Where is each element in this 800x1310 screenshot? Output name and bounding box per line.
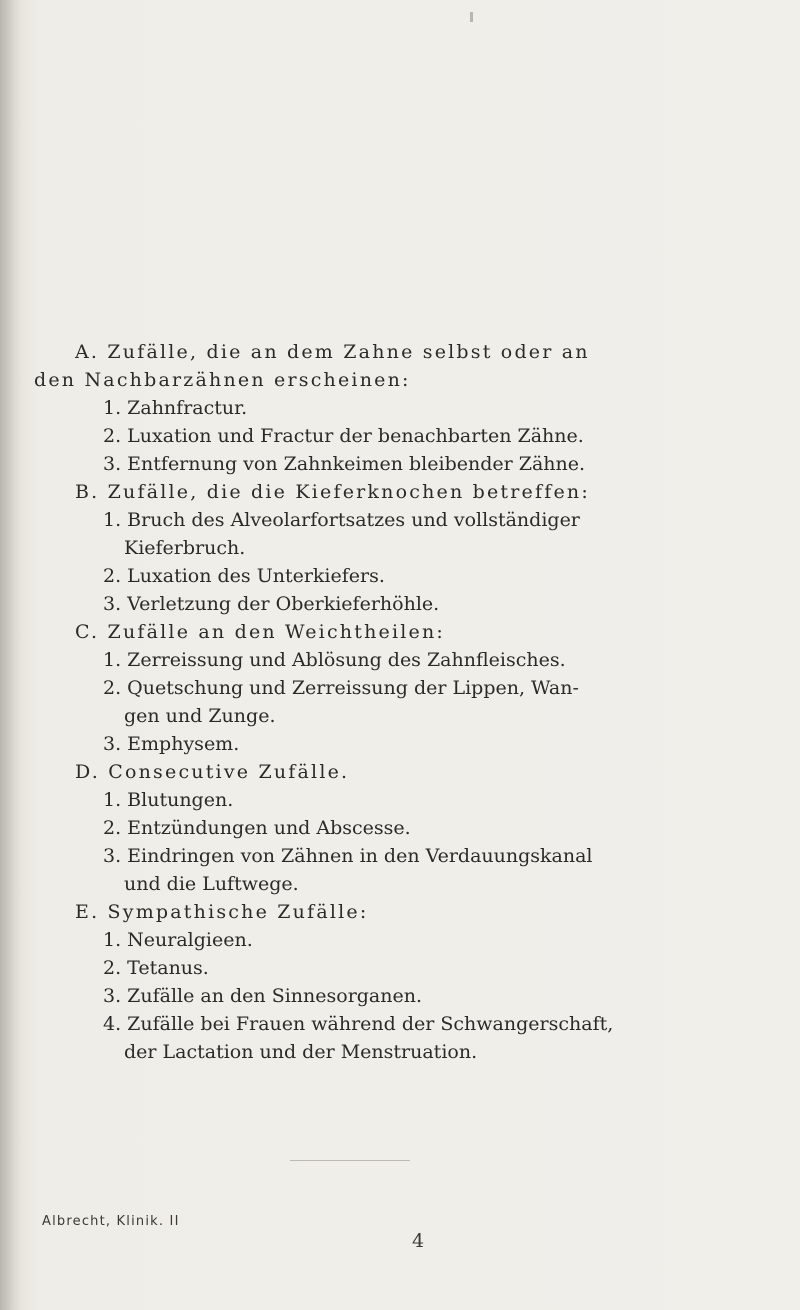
- list-item-cont: und die Luftwege.: [124, 873, 299, 895]
- signature-mark: Albrecht, Klinik. II: [42, 1214, 180, 1229]
- list-item: 2. Luxation und Fractur der benachbarten Zähne.: [103, 425, 584, 447]
- list-item: 3. Eindringen von Zähnen in den Verdauungskanal: [103, 845, 593, 867]
- list-item: 2. Luxation des Unterkiefers.: [103, 565, 385, 587]
- list-item: 3. Zufälle an den Sinnesorganen.: [103, 985, 423, 1007]
- list-item-cont: gen und Zunge.: [124, 705, 276, 727]
- list-item: 1. Neuralgieen.: [103, 929, 253, 951]
- list-item: 1. Zerreissung und Ablösung des Zahnfleisches.: [103, 649, 566, 671]
- list-item: 1. Zahnfractur.: [103, 397, 248, 419]
- list-item: 3. Emphysem.: [103, 733, 240, 755]
- page-edge-shadow: [0, 0, 22, 1310]
- list-item: 3. Entfernung von Zahnkeimen bleibender Zähne.: [103, 453, 586, 475]
- section-e-heading: E. Sympathische Zufälle:: [75, 901, 369, 923]
- list-item: 4. Zufälle bei Frauen während der Schwangerschaft,: [103, 1013, 614, 1035]
- list-item: 2. Entzündungen und Abscesse.: [103, 817, 411, 839]
- list-item-cont: Kieferbruch.: [124, 537, 246, 559]
- list-item: 2. Tetanus.: [103, 957, 209, 979]
- section-c-heading: C. Zufälle an den Weichtheilen:: [75, 621, 445, 643]
- list-item-cont: der Lactation und der Menstruation.: [124, 1041, 478, 1063]
- section-d-heading: D. Consecutive Zufälle.: [75, 761, 350, 783]
- print-mark: [470, 12, 473, 22]
- section-a-heading: A. Zufälle, die an dem Zahne selbst oder an: [75, 341, 590, 363]
- page-number: 4: [412, 1230, 425, 1252]
- section-a-heading-cont: den Nachbarzähnen erscheinen:: [34, 369, 411, 391]
- list-item: 3. Verletzung der Oberkieferhöhle.: [103, 593, 440, 615]
- list-item: 2. Quetschung und Zerreissung der Lippen, Wan-: [103, 677, 579, 699]
- divider: [290, 1160, 410, 1161]
- list-item: 1. Blutungen.: [103, 789, 234, 811]
- list-item: 1. Bruch des Alveolarfortsatzes und vollständiger: [103, 509, 580, 531]
- section-b-heading: B. Zufälle, die die Kieferknochen betreffen:: [75, 481, 590, 503]
